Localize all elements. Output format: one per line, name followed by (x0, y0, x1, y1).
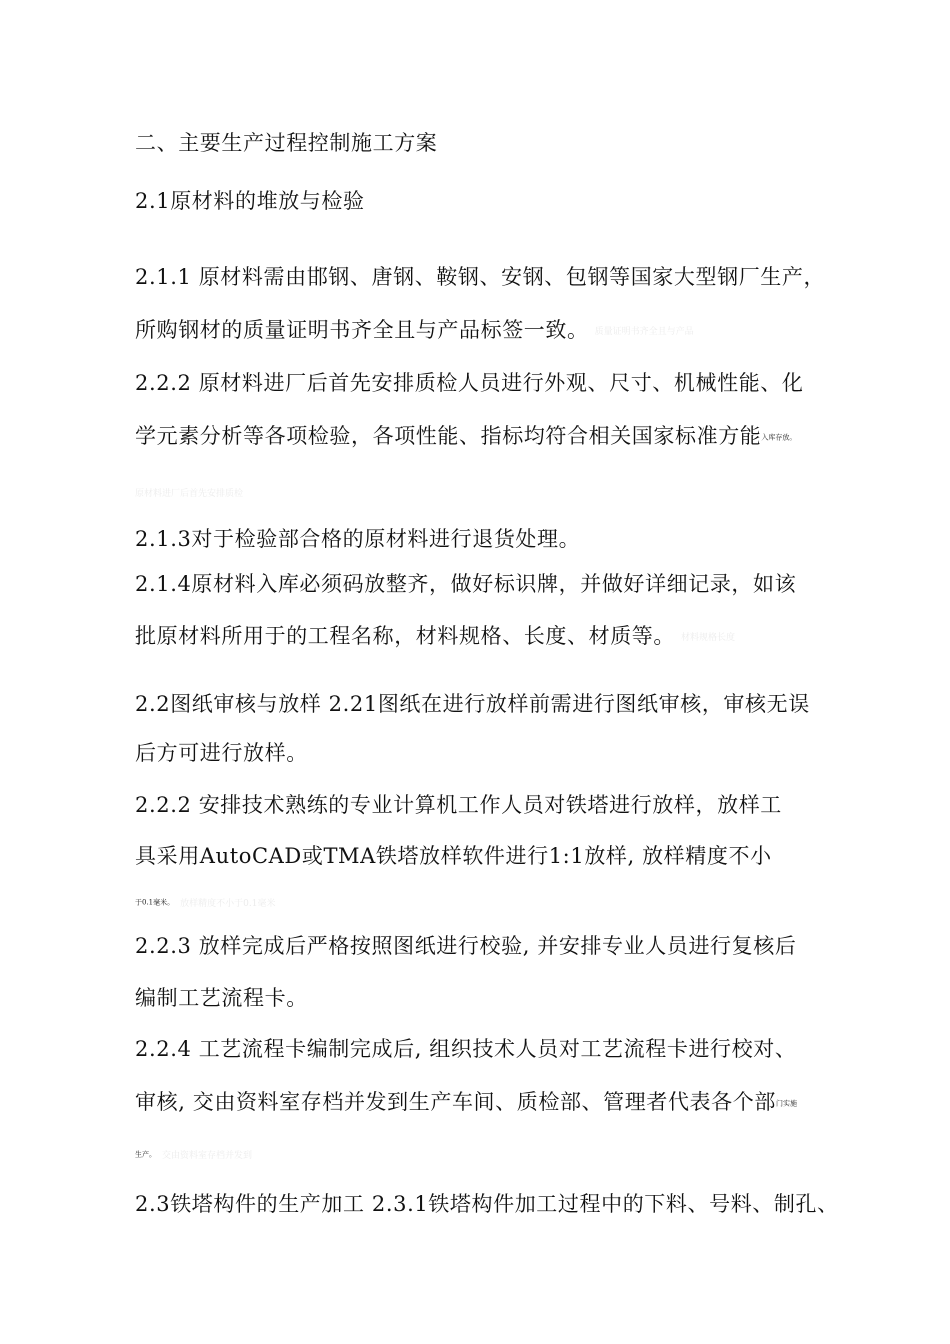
heading-2-1: 2.1原材料的堆放与检验 (135, 189, 365, 213)
faint-overlay-text: 质量证明书齐全且与产品 (594, 326, 694, 337)
small-continuation-text: 门实施 (775, 1099, 797, 1108)
small-continuation-text: 生产。 (135, 1150, 156, 1159)
paragraph-2-2-2-text: 学元素分析等各项检验，各项性能、指标均符合相关国家标准方能 (135, 424, 762, 448)
faint-overlay-text: 交由资料室存档并发到 (162, 1151, 253, 1161)
paragraph-2-1-3: 2.1.3对于检验部合格的原材料进行退货处理。 (135, 527, 581, 551)
paragraph-2-2-3-line-1: 2.2.3 放样完成后严格按照图纸进行校验, 并安排专业人员进行复核后 (135, 934, 797, 958)
section-title: 二、主要生产过程控制施工方案 (135, 131, 438, 155)
paragraph-2-1-1-line-2 (135, 315, 694, 347)
paragraph-2-2-line-2: 后方可进行放样。 (135, 741, 308, 765)
paragraph-2-2-4-line-1: 2.2.4 工艺流程卡编制完成后, 组织技术人员对工艺流程卡进行校对、 (135, 1037, 797, 1061)
paragraph-2-2-2b-line-2: 具采用AutoCAD或TMA铁塔放样软件进行1:1放样, 放样精度不小 (135, 844, 772, 868)
paragraph-2-2-4-line-2 (135, 1087, 797, 1119)
paragraph-2-1-4-text: 批原材料所用于的工程名称，材料规格、长度、材质等。 (135, 624, 675, 648)
small-continuation-text: 于0.1毫米。 (135, 898, 175, 907)
paragraph-2-2-2-line-2 (135, 421, 796, 453)
paragraph-2-1-4-line-2 (135, 621, 735, 653)
paragraph-2-2-3-line-2: 编制工艺流程卡。 (135, 986, 308, 1010)
small-continuation-line (135, 896, 275, 909)
paragraph-2-2-2b-line-1: 2.2.2 安排技术熟练的专业计算机工作人员对铁塔进行放样，放样工 (135, 793, 782, 817)
paragraph-2-1-1-text: 所购钢材的质量证明书齐全且与产品标签一致。 (135, 318, 589, 342)
paragraph-2-2-2-line-1: 2.2.2 原材料进厂后首先安排质检人员进行外观、尺寸、机械性能、化 (135, 371, 804, 395)
faint-overlay-text: 放样精度不小于0.1毫米 (180, 899, 276, 909)
small-continuation-text: 入库存放。 (761, 433, 797, 442)
paragraph-2-1-1-line-1: 2.1.1 原材料需由邯钢、唐钢、鞍钢、安钢、包钢等国家大型钢厂生产， (135, 265, 826, 289)
paragraph-2-2-line-1: 2.2图纸审核与放样 2.21图纸在进行放样前需进行图纸审核，审核无误 (135, 692, 810, 716)
paragraph-2-1-4-line-1: 2.1.4原材料入库必须码放整齐，做好标识牌，并做好详细记录，如该 (135, 572, 797, 596)
small-continuation-line (135, 1148, 252, 1161)
faint-overlay-line: 原材料进厂后首先安排质检 (135, 489, 244, 499)
paragraph-2-2-4-text: 审核, 交由资料室存档并发到生产车间、质检部、管理者代表各个部 (135, 1090, 776, 1114)
paragraph-2-3-line-1: 2.3铁塔构件的生产加工 2.3.1铁塔构件加工过程中的下料、号料、制孔、 (135, 1192, 839, 1216)
faint-overlay-text: 材料规格长度 (681, 632, 736, 643)
